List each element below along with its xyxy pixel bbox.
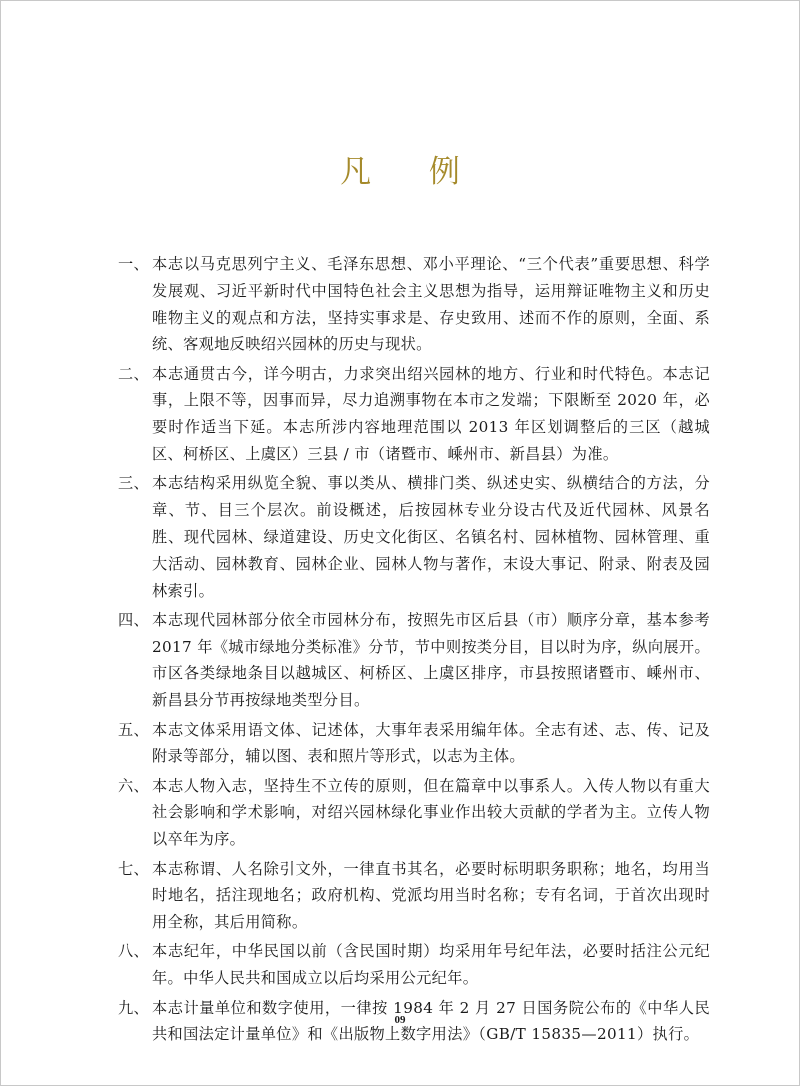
convention-item-7	[118, 856, 710, 936]
item-number: 一、	[118, 255, 150, 273]
item-text: 本志计量单位和数字使用，一律按 1984 年 2 月 27 日国务院公布的《中华人民共和国法定计量单位》和《出版物上数字用法》（GB/T 15835—2011）执行。	[152, 998, 710, 1044]
page-title: 凡 例	[340, 154, 484, 190]
item-number: 九、	[118, 998, 150, 1017]
convention-item-8	[118, 938, 710, 992]
convention-item-4	[118, 607, 710, 714]
item-text: 本志文体采用语文体、记述体，大事年表采用编年体。全志有述、志、传、记及附录等部分，辅以图、表和照片等形式，以志为主体。	[152, 720, 710, 766]
item-number: 四、	[118, 610, 150, 629]
item-text: 本志现代园林部分依全市园林分布，按照先市区后县（市）顺序分章，基本参考 2017 年《城市绿地分类标准》分节，节中则按类分目，目以时为序，纵向展开。市区各类绿地条目以越城区、柯桥区、上虞区排序，市县按照诸暨市、嵊州市、新昌县分节再按绿地类型分目。	[152, 610, 710, 710]
item-text: 本志称谓、人名除引文外，一律直书其名，必要时标明职务职称；地名，均用当时地名，括注现地名；政府机构、党派均用当时名称；专有名词，于首次出现时用全称，其后用简称。	[152, 859, 710, 932]
convention-item-6	[118, 773, 710, 853]
item-number: 三、	[118, 474, 150, 493]
item-text: 本志以马克思列宁主义、毛泽东思想、邓小平理论、“三个代表”重要思想、科学发展观、习近平新时代中国特色社会主义思想为指导，运用辩证唯物主义和历史唯物主义的观点和方法，坚持实事求是、存史致用、述而不作的原则，全面、系统、客观地反映绍兴园林的历史与现状。	[152, 255, 710, 354]
item-text: 本志结构采用纵览全貌、事以类从、横排门类、纵述史实、纵横结合的方法，分章、节、目三个层次。前设概述，后按园林专业分设古代及近代园林、风景名胜、现代园林、绿道建设、历史文化街区、名镇名村、园林植物、园林管理、重大活动、园林教育、园林企业、园林人物与著作，末设大事记、附录、附表及园林索引。	[152, 474, 710, 600]
item-number: 二、	[118, 364, 150, 383]
item-number: 五、	[118, 720, 150, 739]
item-text: 本志纪年，中华民国以前（含民国时期）均采用年号纪年法，必要时括注公元纪年。中华人民共和国成立以后均采用公元纪年。	[152, 942, 710, 988]
convention-item-1	[118, 251, 710, 358]
item-number: 八、	[118, 942, 150, 961]
item-number: 六、	[118, 776, 150, 795]
item-text: 本志通贯古今，详今明古，力求突出绍兴园林的地方、行业和时代特色。本志记事，上限不等，因事而异，尽力追溯事物在本市之发端；下限断至 2020 年，必要时作适当下延。本志所涉内容地理范围以 2013 年区划调整后的三区（越城区、柯桥区、上虞区）三县 / 市（诸暨市、嵊州市、新昌县）为准。	[152, 364, 710, 464]
item-text: 本志人物入志，坚持生不立传的原则，但在篇章中以事系人。入传人物以有重大社会影响和学术影响，对绍兴园林绿化事业作出较大贡献的学者为主。立传人物以卒年为序。	[152, 776, 710, 849]
convention-item-3	[118, 470, 710, 604]
page-number: 09	[394, 1014, 406, 1026]
convention-item-5	[118, 717, 710, 771]
item-number: 七、	[118, 859, 150, 878]
convention-item-2	[118, 361, 710, 468]
conventions-list	[118, 251, 710, 1051]
